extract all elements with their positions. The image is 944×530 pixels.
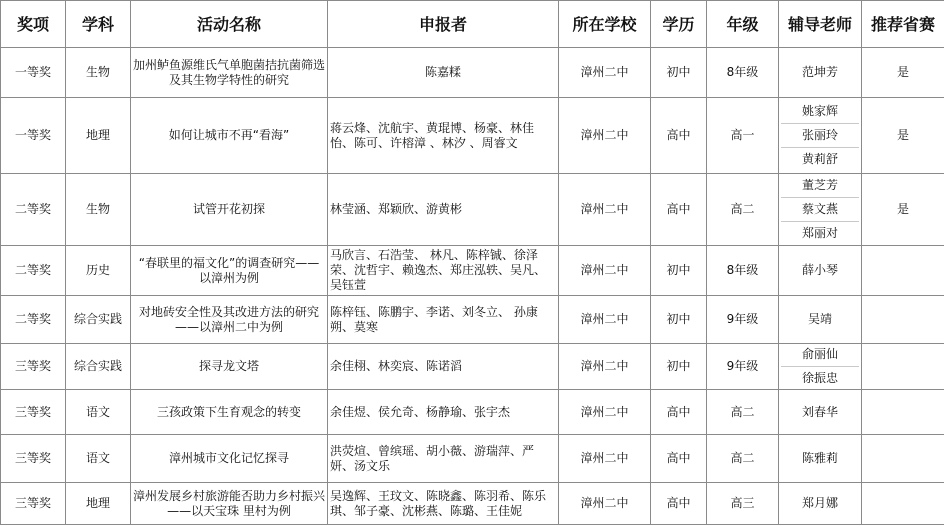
teacher-name: 郑月娜	[801, 496, 838, 510]
teachers-cell	[779, 483, 862, 525]
award-cell: 三等奖	[1, 390, 66, 435]
subject-cell: 历史	[66, 246, 131, 296]
school-cell: 漳州二中	[559, 344, 651, 390]
header-recommend: 推荐省赛	[862, 1, 944, 48]
table-row	[1, 246, 944, 296]
recommend-cell	[862, 246, 944, 296]
table-row	[1, 296, 944, 344]
header-activity: 活动名称	[131, 1, 328, 48]
award-cell: 二等奖	[1, 174, 66, 246]
subject-cell: 语文	[66, 435, 131, 483]
school-cell: 漳州二中	[559, 435, 651, 483]
teachers-cell	[779, 48, 862, 98]
teacher-name: 蔡文燕	[781, 197, 859, 217]
subject-cell: 生物	[66, 174, 131, 246]
header-award: 奖项	[1, 1, 66, 48]
grade-cell: 8年级	[707, 246, 779, 296]
recommend-cell	[862, 296, 944, 344]
school-cell: 漳州二中	[559, 483, 651, 525]
table-row	[1, 390, 944, 435]
recommend-cell	[862, 483, 944, 525]
teachers-cell	[779, 344, 862, 390]
grade-cell: 高二	[707, 390, 779, 435]
grade-cell: 高三	[707, 483, 779, 525]
recommend-cell: 是	[862, 48, 944, 98]
education-cell: 初中	[651, 48, 707, 98]
subject-cell: 综合实践	[66, 296, 131, 344]
education-cell: 高中	[651, 435, 707, 483]
recommend-cell: 是	[862, 174, 944, 246]
subject-cell: 综合实践	[66, 344, 131, 390]
applicants-cell: 陈嘉糅	[328, 48, 559, 98]
education-cell: 高中	[651, 390, 707, 435]
header-row	[1, 1, 944, 48]
grade-cell: 高二	[707, 435, 779, 483]
teacher-name: 黄莉舒	[781, 147, 859, 167]
activity-cell: 试管开花初探	[131, 174, 328, 246]
activity-cell: 三孩政策下生育观念的转变	[131, 390, 328, 435]
teachers-cell	[779, 435, 862, 483]
award-cell: 三等奖	[1, 483, 66, 525]
education-cell: 初中	[651, 246, 707, 296]
subject-cell: 语文	[66, 390, 131, 435]
header-subject: 学科	[66, 1, 131, 48]
teacher-name: 徐振忠	[781, 366, 859, 386]
grade-cell: 9年级	[707, 296, 779, 344]
applicants-cell: 吴逸辉、王玟文、陈晓鑫、陈羽希、陈乐琪、邹子豪、沈彬燕、陈璐、王佳妮	[328, 483, 559, 525]
teachers-cell	[779, 98, 862, 174]
activity-cell: “春联里的福文化”的调查研究——以漳州为例	[131, 246, 328, 296]
table-row	[1, 435, 944, 483]
teacher-name: 郑丽对	[781, 221, 859, 241]
subject-cell: 地理	[66, 483, 131, 525]
school-cell: 漳州二中	[559, 296, 651, 344]
recommend-cell	[862, 390, 944, 435]
table-row	[1, 48, 944, 98]
activity-cell: 对地砖安全性及其改进方法的研究——以漳州二中为例	[131, 296, 328, 344]
activity-cell: 加州鲈鱼源维氏气单胞菌拮抗菌筛选及其生物学特性的研究	[131, 48, 328, 98]
award-cell: 一等奖	[1, 98, 66, 174]
subject-cell: 生物	[66, 48, 131, 98]
header-teachers: 辅导老师	[779, 1, 862, 48]
subject-cell: 地理	[66, 98, 131, 174]
table-row	[1, 98, 944, 174]
recommend-cell	[862, 344, 944, 390]
table-row	[1, 174, 944, 246]
award-cell: 二等奖	[1, 296, 66, 344]
teacher-name: 董芝芳	[801, 178, 838, 192]
teacher-name: 俞丽仙	[801, 347, 838, 361]
teacher-name: 张丽玲	[781, 123, 859, 143]
teacher-name: 范坤芳	[801, 65, 838, 79]
applicants-cell: 洪荧煊、曾缤瑶、胡小薇、游瑞萍、严妍、汤文乐	[328, 435, 559, 483]
header-grade: 年级	[707, 1, 779, 48]
grade-cell: 高二	[707, 174, 779, 246]
teacher-name: 陈雅莉	[801, 451, 838, 465]
school-cell: 漳州二中	[559, 174, 651, 246]
education-cell: 高中	[651, 174, 707, 246]
teachers-cell	[779, 296, 862, 344]
applicants-cell: 林莹涵、郑颖欣、游黄彬	[328, 174, 559, 246]
teacher-name: 薛小琴	[801, 263, 838, 277]
school-cell: 漳州二中	[559, 48, 651, 98]
grade-cell: 9年级	[707, 344, 779, 390]
school-cell: 漳州二中	[559, 246, 651, 296]
teachers-cell	[779, 174, 862, 246]
table-row	[1, 344, 944, 390]
activity-cell: 漳州发展乡村旅游能否助力乡村振兴——以天宝珠 里村为例	[131, 483, 328, 525]
teachers-cell	[779, 246, 862, 296]
applicants-cell: 马欣言、石浩莹、 林凡、陈梓铖、徐泽荣、沈哲宇、赖逸杰、郑庄泓轶、吴凡、吴钰萱	[328, 246, 559, 296]
table-row	[1, 483, 944, 525]
activity-cell: 漳州城市文化记忆探寻	[131, 435, 328, 483]
education-cell: 初中	[651, 296, 707, 344]
recommend-cell	[862, 435, 944, 483]
teachers-cell	[779, 390, 862, 435]
activity-cell: 如何让城市不再“看海”	[131, 98, 328, 174]
applicants-cell: 蒋云烽、沈航宇、黄琨博、杨豪、林佳怡、陈可、许榕漳 、林汐 、周睿文	[328, 98, 559, 174]
award-cell: 三等奖	[1, 344, 66, 390]
grade-cell: 高一	[707, 98, 779, 174]
award-cell: 二等奖	[1, 246, 66, 296]
teacher-name: 刘春华	[801, 404, 838, 419]
applicants-cell: 余佳煜、侯允奇、杨静瑜、张宇杰	[328, 390, 559, 435]
activity-cell: 探寻龙文塔	[131, 344, 328, 390]
award-cell: 一等奖	[1, 48, 66, 98]
education-cell: 初中	[651, 344, 707, 390]
teacher-name: 吴靖	[807, 312, 832, 326]
recommend-cell: 是	[862, 98, 944, 174]
teacher-name: 姚家辉	[801, 104, 838, 118]
education-cell: 高中	[651, 483, 707, 525]
school-cell: 漳州二中	[559, 390, 651, 435]
award-cell: 三等奖	[1, 435, 66, 483]
grade-cell: 8年级	[707, 48, 779, 98]
applicants-cell: 陈梓钰、陈鹏宇、李诺、刘冬立、 孙康朔、莫寒	[328, 296, 559, 344]
header-education: 学历	[651, 1, 707, 48]
header-applicants: 申报者	[328, 1, 559, 48]
school-cell: 漳州二中	[559, 98, 651, 174]
header-school: 所在学校	[559, 1, 651, 48]
applicants-cell: 余佳栩、林奕宸、陈诺滔	[328, 344, 559, 390]
education-cell: 高中	[651, 98, 707, 174]
